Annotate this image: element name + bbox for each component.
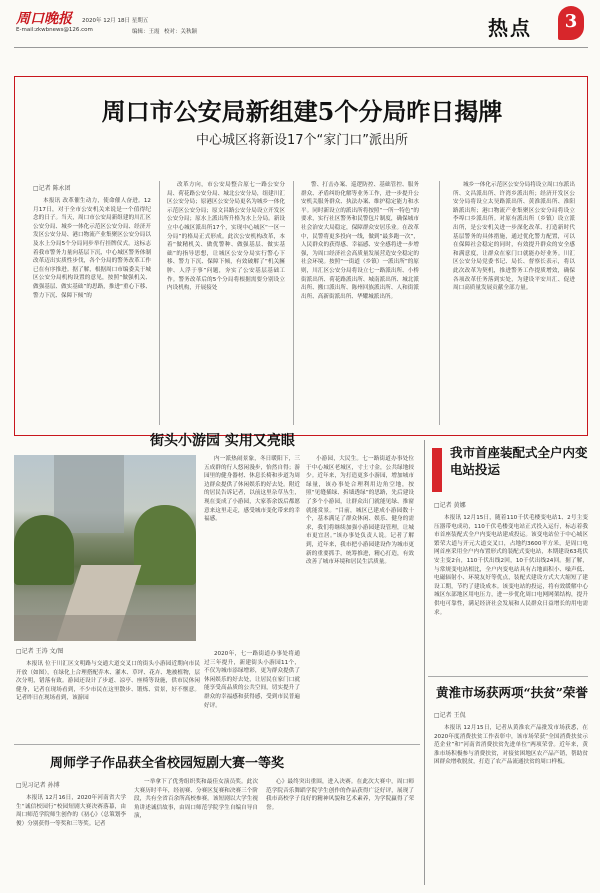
story-rule bbox=[14, 744, 420, 745]
garden-col-2: 内一派热闹景象，冬日暖阳下，三五成群的行人悠闲漫步，怡然自得；游园里的健身器材、休息长椅和步道为周边群众提供了休闲娱乐的好去处。附近的居民告诉记者，以前这里杂草丛生，现在变成了小游园，大家茶余饭后都愿意来这里走走，感受城市变化带来的幸福感。 bbox=[204, 456, 300, 523]
drama-col-3: 心》最终突出重围，进入决赛。在此次大赛中，周口师范学院音乐舞蹈学院学生创作的作品获得广泛好评，展现了我市高校学子良好的精神风貌和艺术素养，为学院赢得了荣誉。 bbox=[266, 779, 414, 811]
lead-subhead: 中心城区将新设17个“家门口”派出所 bbox=[195, 133, 408, 148]
market-byline: □记者 王侃 bbox=[434, 712, 466, 719]
reviewer-credit: 校对：关秋颖 bbox=[164, 29, 198, 35]
lead-story-frame bbox=[14, 76, 588, 436]
garden-col-3: 小游园，大民生。七一路街道办事处位于中心城区老城区，寸土寸金，公共绿地较少。近年来，为打造更多小游园，增加城市绿量，该办事处合理利用边角空地，按照“见缝插绿、拆墙透绿”的思路，先后建设了多个小游园，让群众出门就能见绿、推窗就能赏景。“目前，城区已建成小游园数十个，基本满足了群众休闲、娱乐、健身的需求，我们将继续加强小游园建设管理，让城市更宜居。”该办事处负责人说。记者了解到，近年来，我市把小游园建设作为城市更新的重要抓手，统筹推进，精心打造，有效改善了城市环境和居民生活质量。 bbox=[306, 456, 414, 566]
masthead-rule bbox=[14, 47, 588, 48]
lead-col-3: 警、打击办案、巡逻防控、基础管控、服务群众、矛盾纠纷化解等业务工作，进一步提升公安机关服务群众、执法办案、维护稳定能力和水平。同时新设立的派出所将按照“一所一特色”的要求，实行社区警务和民警包片制度，确保城市社会治安大局稳定，保障群众安居乐业。在改革中，民警将更多投向一线，做到“最多跑一次”，人民群众的获得感、幸福感、安全感将进一步增强，为周口经济社会高质量发展营造安全稳定的社会环境。按照“一街道（乡镇）一派出所”的原则，川汇区公安分局将设立七一路派出所、小桥街派出所、荷花路派出所、城南派出所、城北派出所、搬口派出所、陈州回族派出所、人和街派出所、高新街派出所、华耀城派出所。 bbox=[301, 182, 419, 300]
lead-col-2: 改革方向，市公安局整合原七一路公安分局、荷花路公安分局、城北公安分局，组建川汇区公安分局；原港区公安分局更名为城乡一体化示范区公安分局；原文昌路公安分局设立开发区公安分局；原水上派出所升格为水上分局。新设立中心城区派出所17个，实现中心城区“一区一分局”的格局正式形成。此次公安机构改革，本着“做精机关、做优警种、做强基层、做实基础”的指导思想，让城区公安分局实行警心下移、警力下沉、保障下倾，有效破解了“机关臃肿、人浮于事”问题，夯实了公安基层基础工作。警务改革后的5个分局将根据需要分别设立内设机构，开展接处 bbox=[167, 182, 285, 292]
red-accent-bar bbox=[432, 448, 442, 492]
pavement-shape bbox=[14, 615, 196, 641]
market-headline: 黄淮市场获两项“扶贫”荣誉 bbox=[436, 685, 588, 700]
substation-byline: □记者 黄娜 bbox=[434, 502, 466, 509]
substation-headline: 我市首座装配式全户内变电站投运 bbox=[450, 445, 588, 477]
lead-col-1: 本报讯 改革催生动力，使命催人奋进。12月17日，对于全市公安机关来说是一个值得纪念的日子。当天，周口市公安局新组建的川汇区公安分局、城乡一体化示范区公安分局、经济开发区公安分局、港口物流产业集聚区公安分局以及水上分局5个分局同步举行挂牌仪式。这标志着我市警务力量向基层下沉，中心城区警务体制改革迈出实质性步伐，各个分局的警务改革工作已在有序推进。据了解，根据周口市编委关于城区公安分局机构设置的意见，按照“做强机关、做强基层、做实基础”的思路，推进“重心下移、警力下沉、保障下倾”的 bbox=[33, 198, 151, 299]
column-rule bbox=[159, 181, 160, 425]
tree-shape bbox=[14, 515, 74, 585]
garden-photo bbox=[14, 455, 196, 641]
paper-email: E-mail:zkwbnews@126.com bbox=[16, 27, 93, 33]
building-shape bbox=[54, 455, 124, 533]
drama-headline: 周师学子作品获全省校园短剧大赛一等奖 bbox=[50, 756, 285, 771]
tree-shape bbox=[134, 505, 196, 585]
garden-byline: □记者 王涛 文/图 bbox=[16, 648, 64, 655]
drama-byline: □见习记者 孙博 bbox=[16, 782, 60, 789]
garden-col-1: 本报讯 位于川汇区文明路与交通大道交叉口的街头小游园近期向市民开放（如图），在绿化上合理搭配乔木、灌木、草坪、花卉、地被植物，层次分明，错落有致。游园还设计了步道、凉亭、座椅等设施，供市民休闲健身，记者在现场看到，不少市民在这里散步、锻炼、赏景，好不惬意。记者昨日在现场看到，该游园 bbox=[16, 661, 200, 702]
page-number: 3 bbox=[564, 11, 578, 32]
page-number-badge bbox=[558, 6, 584, 40]
market-body: 本报讯 12月15日，记者从黄淮农产品批发市场获悉，在2020年度消费扶贫工作表彰中，该市场荣获“全国消费扶贫示范企业”和“河南省消费扶贫先进单位”两项荣誉。近年来，黄淮市场积极参与消费扶贫，对接贫困地区农产品产销，帮助贫困群众增收脱贫，打造了农产品流通扶贫的周口样板。 bbox=[434, 725, 588, 766]
lead-headline: 周口市公安局新组建5个分局昨日揭牌 bbox=[101, 97, 503, 126]
column-rule bbox=[293, 181, 294, 425]
lead-byline: □记者 陈永团 bbox=[33, 185, 71, 192]
garden-headline: 街头小游园 实用又亮眼 bbox=[150, 433, 295, 449]
column-rule bbox=[439, 181, 440, 425]
masthead bbox=[14, 6, 588, 44]
story-rule bbox=[428, 676, 588, 677]
substation-body: 本报讯 12月15日，随着110千伏毛楼变电站1、2号主变压器带电成功，110千伏毛楼变电站正式投入运行，标志着我市首座装配式全户内变电站建成投运。该变电站位于中心城区繁荣大道与开元大道交叉口，占地约3600平方米，是周口电网首座采用全户内布置形式的装配式变电站，本期建设63兆伏安主变2台，110千伏出线2回，10千伏出线24回。据了解，与常规变电站相比，全户内变电站具有占地面积小、噪声低、电磁辐射小、环境友好等优点，装配式建设方式大大缩短了建设工期，节约了建设成本。该变电站的投运，将有效缓解中心城区东部地区用电压力，进一步优化周口电网网架结构，提升供电可靠性，满足经济社会发展和人民群众日益增长的用电需求。 bbox=[434, 515, 588, 616]
lead-col-4: 城乡一体化示范区公安分局将设立周口东派出所、文昌派出所、许湾乡派出所；经济开发区公安分局将设立太昊路派出所、黄淮派出所、淮阳路派出所；港口物流产业集聚区公安分局将设立李埠口乡派出所。对原有派出所（乡镇）设立派出所，是公安机关进一步深化改革、打造新时代基层警务的具体措施，通过优化警力配置，可以在保障社会稳定的同时，有效提升群众的安全感和满意度，让群众在家门口就能办好业务。川汇区公安分局党委书记、局长、督察长表示，将以此次改革为契机，推进警务工作提质增效，确保各项改革任务落到实处，为建设平安川汇、促进周口高质量发展贡献全部力量。 bbox=[453, 182, 575, 292]
drama-col-2: 一举拿下了优秀组织奖和最佳女演员奖。此次大赛历时半年，经初赛、分赛区复赛和决赛三个阶段，共有全省百余所高校参赛。该短剧以大学生视角讲述诚信故事，由周口师范学院学生自编自导自演， bbox=[134, 779, 258, 820]
garden-col-4: 2020年，七一路街道办事处将通过三年提升，新建街头小游园11个，不仅为城市添绿增彩，更为群众提供了休闲娱乐的好去处，让居民在家门口就能享受高品质的公共空间，切实提升了群众的幸福感和获得感，受到市民普遍好评。 bbox=[204, 651, 300, 709]
editor-credit: 编辑：王霞 bbox=[132, 29, 160, 35]
drama-col-1: 本报讯 12月16日，2020年河南省大学生“诚信校园行”校园短剧大赛决赛落幕，由周口师范学院师生创作的《初心》（总策划李俊）分别获得一等奖和三等奖。记者 bbox=[16, 795, 126, 827]
column-divider bbox=[424, 440, 425, 885]
issue-date: 2020年 12月 18日 星期五 bbox=[82, 18, 149, 24]
paper-name: 周口晚报 bbox=[16, 11, 72, 27]
section-title: 热点 bbox=[488, 16, 532, 40]
